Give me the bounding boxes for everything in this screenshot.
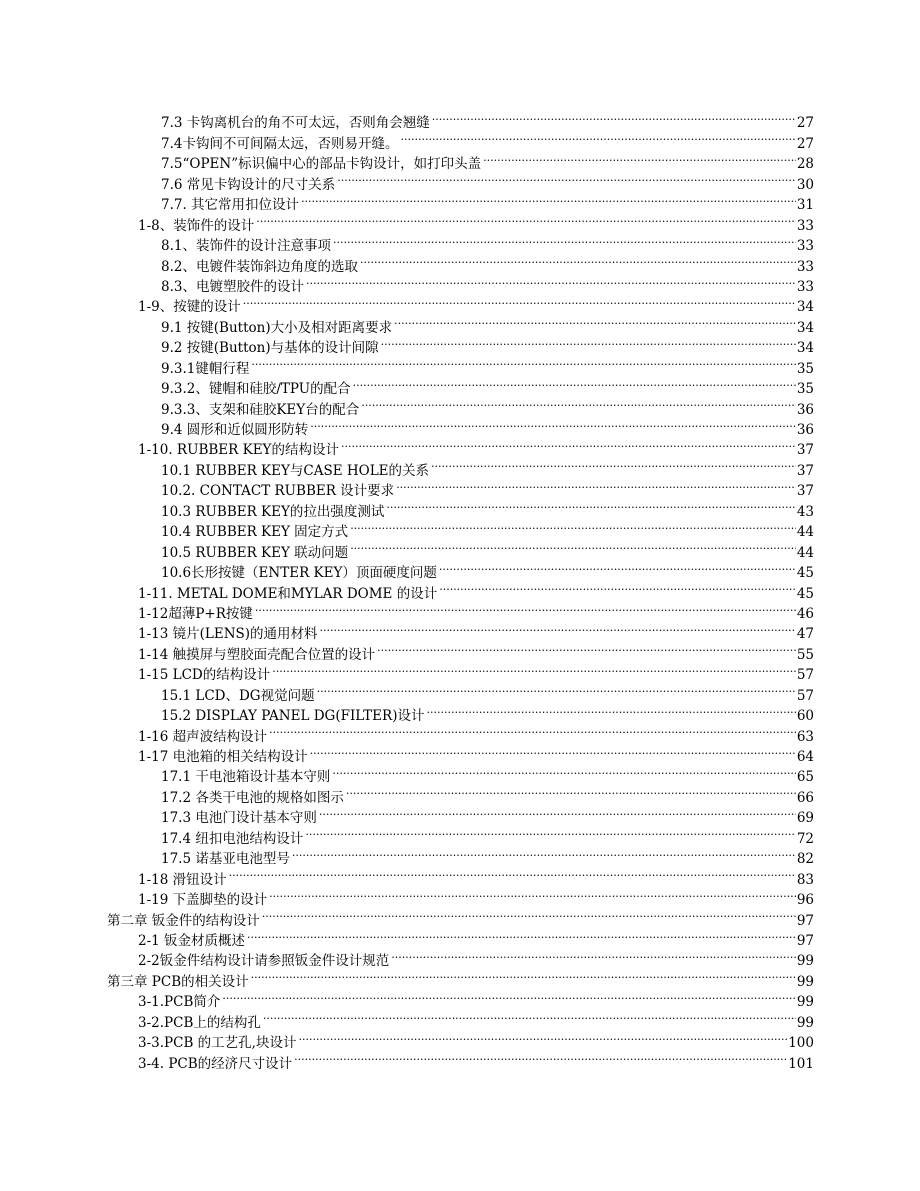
toc-entry-title: 10.6长形按键（ENTER KEY）顶面硬度问题 — [161, 565, 437, 582]
toc-entry-page-number: 44 — [796, 524, 814, 541]
toc-entry-page-number: 36 — [796, 422, 814, 438]
toc-entry[interactable] — [107, 965, 814, 990]
toc-entry-page-number: 33 — [796, 278, 814, 295]
toc-entry[interactable] — [161, 168, 814, 193]
toc-dot-leader — [229, 863, 796, 883]
toc-dot-leader — [432, 107, 796, 127]
toc-entry-title: 2-1 钣金材质概述 — [138, 932, 246, 949]
toc-entry[interactable] — [138, 209, 814, 234]
toc-entry[interactable] — [138, 618, 814, 643]
toc-entry[interactable] — [161, 107, 814, 132]
toc-entry-title: 7.6 常见卡钩设计的尺寸关系 — [161, 176, 336, 193]
toc-entry-page-number: 37 — [796, 483, 814, 500]
toc-entry-page-number: 69 — [796, 810, 814, 827]
toc-entry-page-number: 44 — [796, 544, 814, 561]
toc-entry-page-number: 99 — [796, 973, 814, 990]
toc-entry[interactable] — [161, 822, 814, 847]
toc-entry-title: 1-16 超声波结构设计 — [138, 728, 268, 745]
toc-entry[interactable] — [138, 720, 814, 745]
toc-entry-page-number: 83 — [796, 871, 814, 888]
toc-dot-leader — [222, 986, 795, 1006]
toc-dot-leader — [255, 598, 796, 618]
toc-entry[interactable] — [138, 986, 814, 1011]
toc-entry[interactable] — [138, 741, 814, 765]
toc-entry-page-number: 63 — [796, 728, 814, 745]
toc-entry-page-number: 33 — [796, 217, 814, 234]
toc-dot-leader — [320, 618, 796, 638]
toc-entry[interactable] — [161, 230, 814, 255]
toc-entry-title: 9.3.1键帽行程 — [161, 360, 250, 377]
toc-entry-title: 10.5 RUBBER KEY 联动问题 — [161, 544, 349, 561]
toc-entry-title: 17.4 纽扣电池结构设计 — [161, 830, 304, 847]
toc-entry[interactable] — [161, 332, 814, 357]
toc-dot-leader — [292, 843, 796, 863]
toc-entry-title: 8.3、电镀塑胶件的设计 — [161, 278, 304, 295]
toc-entry[interactable] — [138, 638, 814, 663]
toc-entry[interactable] — [161, 536, 814, 561]
toc-entry-title: 9.3.3、支架和硅胶KEY台的配合 — [161, 401, 360, 418]
toc-entry-title: 7.3 卡钩离机台的角不可太远，否则角会翘缝 — [161, 115, 430, 132]
toc-dot-leader — [360, 250, 796, 270]
toc-entry-page-number: 99 — [796, 1014, 814, 1031]
toc-entry-title: 10.3 RUBBER KEY的拉出强度测试 — [161, 503, 385, 520]
toc-dot-leader — [243, 291, 796, 311]
toc-entry-page-number: 28 — [796, 156, 814, 173]
toc-entry[interactable] — [161, 516, 814, 541]
table-of-contents — [0, 107, 920, 1072]
toc-entry-title: 1-18 滑钮设计 — [138, 871, 227, 888]
toc-entry-title: 15.2 DISPLAY PANEL DG(FILTER)设计 — [161, 708, 425, 725]
toc-entry-page-number: 101 — [788, 1055, 814, 1072]
toc-entry-page-number: 43 — [796, 503, 814, 520]
toc-entry-page-number: 33 — [796, 238, 814, 255]
toc-entry-title: 17.3 电池门设计基本守则 — [161, 810, 317, 827]
toc-dot-leader — [439, 577, 796, 597]
toc-entry-page-number: 97 — [796, 912, 814, 929]
toc-dot-leader — [337, 168, 796, 188]
toc-dot-leader — [346, 781, 796, 801]
toc-entry[interactable] — [161, 781, 814, 806]
toc-entry[interactable] — [161, 679, 814, 704]
toc-entry-page-number: 30 — [796, 176, 814, 193]
toc-entry-page-number: 36 — [796, 401, 814, 418]
toc-entry-title: 1-14 触摸屏与塑胶面壳配合位置的设计 — [138, 646, 376, 663]
toc-entry[interactable] — [138, 1047, 814, 1072]
toc-dot-leader — [377, 638, 796, 658]
toc-entry[interactable] — [138, 659, 814, 684]
toc-dot-leader — [431, 454, 796, 474]
toc-dot-leader — [310, 741, 796, 761]
toc-entry[interactable] — [161, 311, 814, 336]
toc-dot-leader — [394, 311, 796, 331]
toc-dot-leader — [333, 230, 796, 250]
toc-entry-page-number: 99 — [796, 994, 814, 1011]
toc-entry-page-number: 99 — [796, 953, 814, 970]
toc-entry-title: 9.3.2、键帽和硅胶/TPU的配合 — [161, 381, 351, 398]
toc-dot-leader — [381, 332, 796, 352]
toc-dot-leader — [310, 414, 796, 434]
toc-entry[interactable] — [138, 925, 814, 949]
toc-entry[interactable] — [161, 271, 814, 295]
toc-entry-page-number: 96 — [796, 892, 814, 909]
toc-entry-page-number: 45 — [796, 565, 814, 582]
toc-entry[interactable] — [161, 761, 814, 786]
toc-entry-page-number: 35 — [796, 381, 814, 398]
toc-entry-title: 17.2 各类干电池的规格如图示 — [161, 789, 344, 806]
toc-entry-title: 3-4. PCB的经济尺寸设计 — [138, 1055, 293, 1072]
toc-dot-leader — [272, 659, 796, 679]
toc-entry-title: 第二章 钣金件的结构设计 — [107, 912, 260, 929]
toc-dot-leader — [341, 434, 796, 454]
toc-entry-title: 3-1.PCB简介 — [138, 994, 221, 1011]
toc-dot-leader — [305, 822, 795, 842]
toc-entry[interactable] — [161, 373, 814, 398]
toc-entry-page-number: 34 — [796, 340, 814, 357]
toc-entry[interactable] — [138, 945, 814, 970]
toc-entry-title: 10.4 RUBBER KEY 固定方式 — [161, 524, 349, 541]
toc-entry[interactable] — [161, 352, 814, 377]
toc-entry[interactable] — [138, 884, 814, 909]
toc-entry-page-number: 34 — [796, 299, 814, 316]
toc-entry-page-number: 65 — [796, 769, 814, 786]
toc-entry-title: 10.2. CONTACT RUBBER 设计要求 — [161, 483, 395, 500]
toc-entry-title: 3-3.PCB 的工艺孔,块设计 — [138, 1035, 297, 1052]
toc-entry-title: 7.4卡钩间不可间隔太远，否则易开缝。 — [161, 135, 399, 152]
toc-dot-leader — [386, 495, 795, 515]
toc-entry[interactable] — [161, 454, 814, 479]
toc-entry-page-number: 27 — [796, 135, 814, 152]
toc-entry[interactable] — [138, 863, 814, 888]
toc-entry-title: 1-19 下盖脚垫的设计 — [138, 892, 268, 909]
toc-entry-title: 1-12超薄P+R按键 — [138, 605, 253, 622]
toc-entry-page-number: 55 — [796, 646, 814, 663]
toc-entry-page-number: 37 — [796, 462, 814, 479]
toc-dot-leader — [439, 557, 796, 577]
toc-entry-title: 7.7. 其它常用扣位设计 — [161, 197, 300, 214]
toc-entry[interactable] — [161, 557, 814, 582]
toc-entry[interactable] — [161, 802, 814, 827]
toc-entry-title: 9.4 圆形和近似圆形防转 — [161, 422, 309, 438]
toc-entry[interactable] — [138, 577, 814, 602]
toc-entry-page-number: 35 — [796, 360, 814, 377]
toc-dot-leader — [294, 1047, 787, 1067]
toc-entry-page-number: 34 — [796, 319, 814, 336]
toc-dot-leader — [247, 925, 796, 945]
toc-entry-page-number: 66 — [796, 789, 814, 806]
toc-dot-leader — [262, 904, 796, 924]
toc-entry-title: 1-17 电池箱的相关结构设计 — [138, 749, 308, 765]
toc-entry-title: 3-2.PCB上的结构孔 — [138, 1014, 261, 1031]
toc-entry[interactable] — [161, 475, 814, 500]
toc-dot-leader — [483, 148, 796, 168]
toc-entry[interactable] — [138, 1027, 814, 1052]
toc-entry[interactable] — [161, 843, 814, 868]
toc-entry-title: 8.1、装饰件的设计注意事项 — [161, 238, 331, 255]
toc-entry-title: 17.1 干电池箱设计基本守则 — [161, 769, 331, 786]
toc-entry-page-number: 100 — [788, 1035, 814, 1052]
toc-entry[interactable] — [161, 189, 814, 214]
toc-entry-title: 17.5 诺基亚电池型号 — [161, 851, 290, 868]
toc-entry-title: 8.2、电镀件装饰斜边角度的选取 — [161, 258, 358, 275]
toc-entry-page-number: 64 — [796, 749, 814, 765]
toc-dot-leader — [256, 209, 796, 229]
toc-dot-leader — [298, 1027, 787, 1047]
toc-entry[interactable] — [161, 495, 814, 520]
toc-entry-page-number: 60 — [796, 708, 814, 725]
toc-dot-leader — [396, 475, 796, 495]
toc-dot-leader — [391, 945, 796, 965]
toc-entry-title: 1-9、按键的设计 — [138, 299, 241, 316]
toc-entry-title: 1-15 LCD的结构设计 — [138, 667, 271, 684]
toc-entry-page-number: 47 — [796, 626, 814, 643]
toc-entry-title: 1-8、装饰件的设计 — [138, 217, 255, 234]
toc-entry-page-number: 72 — [796, 830, 814, 847]
toc-entry-page-number: 31 — [796, 197, 814, 214]
toc-entry[interactable] — [161, 393, 814, 418]
toc-entry[interactable] — [161, 414, 814, 438]
toc-entry[interactable] — [138, 1006, 814, 1031]
toc-dot-leader — [319, 802, 796, 822]
toc-entry-title: 15.1 LCD、DG视觉问题 — [161, 687, 315, 704]
toc-entry-title: 1-10. RUBBER KEY的结构设计 — [138, 442, 339, 459]
toc-entry-page-number: 57 — [796, 667, 814, 684]
toc-entry[interactable] — [107, 904, 814, 929]
toc-entry-page-number: 82 — [796, 851, 814, 868]
toc-entry[interactable] — [161, 127, 814, 152]
toc-dot-leader — [332, 761, 795, 781]
toc-entry[interactable] — [138, 291, 814, 316]
toc-dot-leader — [251, 352, 795, 372]
toc-dot-leader — [353, 373, 796, 393]
toc-dot-leader — [350, 536, 796, 556]
toc-entry-page-number: 33 — [796, 258, 814, 275]
toc-entry[interactable] — [161, 700, 814, 725]
toc-dot-leader — [317, 679, 796, 699]
toc-dot-leader — [263, 1006, 796, 1026]
toc-entry-title: 10.1 RUBBER KEY与CASE HOLE的关系 — [161, 462, 430, 479]
toc-entry-title: 2-2钣金件结构设计请参照钣金件设计规范 — [138, 953, 390, 970]
toc-entry[interactable] — [138, 598, 814, 622]
toc-dot-leader — [269, 720, 796, 740]
toc-entry-title: 9.2 按键(Button)与基体的设计间隙 — [161, 340, 379, 357]
toc-dot-leader — [400, 127, 795, 147]
toc-entry-page-number: 46 — [796, 605, 814, 622]
toc-entry[interactable] — [161, 148, 814, 173]
toc-entry-page-number: 37 — [796, 442, 814, 459]
toc-entry-page-number: 27 — [796, 115, 814, 132]
toc-entry-title: 1-11. METAL DOME和MYLAR DOME 的设计 — [138, 585, 438, 602]
toc-entry-title: 9.1 按键(Button)大小及相对距离要求 — [161, 319, 393, 336]
toc-entry-page-number: 57 — [796, 687, 814, 704]
toc-dot-leader — [350, 516, 796, 536]
toc-dot-leader — [426, 700, 795, 720]
toc-entry-page-number: 97 — [796, 932, 814, 949]
toc-entry-title: 1-13 镜片(LENS)的通用材料 — [138, 626, 318, 643]
toc-dot-leader — [301, 189, 796, 209]
toc-dot-leader — [361, 393, 796, 413]
toc-entry-title: 第三章 PCB的相关设计 — [107, 973, 249, 990]
toc-entry[interactable] — [138, 434, 814, 459]
toc-entry[interactable] — [161, 250, 814, 275]
toc-entry-page-number: 45 — [796, 585, 814, 602]
toc-dot-leader — [269, 884, 796, 904]
toc-dot-leader — [251, 965, 796, 985]
toc-dot-leader — [306, 271, 796, 291]
toc-entry-title: 7.5“OPEN”标识偏中心的部品卡钩设计，如打印头盖 — [161, 156, 482, 173]
